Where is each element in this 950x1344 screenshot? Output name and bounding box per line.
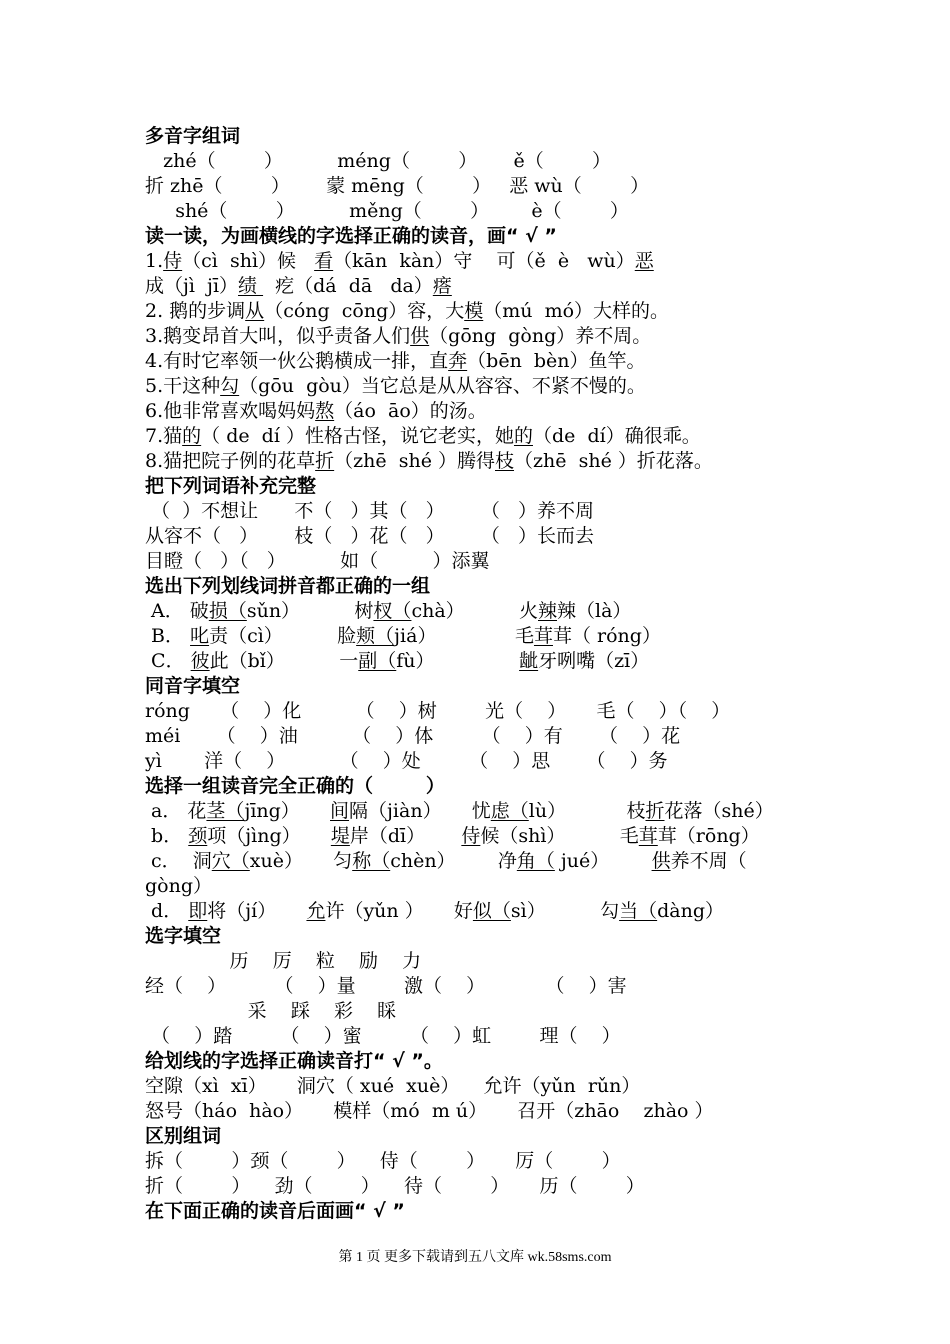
section-heading: 给划线的字选择正确读音打“ √ ”。 — [145, 1050, 443, 1072]
text-line: 从容不（ ） 枝（ ）花（ ） （ ）长而去 — [145, 525, 594, 547]
section-heading: 选择一组读音完全正确的（ ） — [145, 775, 445, 797]
question-line: 1.侍（cì shì）候 看（kān kàn）守 可（ě è wù）恶 — [145, 250, 654, 272]
section-heading: 多音字组词 — [145, 125, 241, 147]
text-line: 怒号（háo hào） 模样（mó m ú） 召开（zhāo zhào ） — [145, 1100, 714, 1122]
section-heading: 选字填空 — [145, 925, 222, 947]
text-line: 拆（ ）颈（ ） 侍（ ） 厉（ ） — [145, 1150, 621, 1172]
option-line: c． 洞穴（xuè） 匀称（chèn） 净角（ jué） 供养不周（ — [145, 850, 747, 872]
section-heading: 同音字填空 — [145, 675, 241, 697]
text-line: róng （ ）化 （ ）树 光（ ） 毛（ ）（ ） — [145, 700, 731, 722]
option-line: d． 即将（jí） 允许（yǔn ） 好似（sì） 勾当（dàng） — [145, 900, 725, 922]
question-line: 成（jì jī）绩 疙（dá dā da）瘩 — [145, 275, 452, 297]
page-footer: 第 1 页 更多下载请到五八文库 wk.58sms.com — [338, 1250, 612, 1265]
option-line: A． 破损（sǔn） 树杈（chà） 火辣辣（là） — [145, 600, 632, 622]
question-line: 5.干这种勾（gōu gòu）当它总是从从容容、不紧不慢的。 — [145, 375, 646, 397]
section-heading: 区别组词 — [145, 1125, 222, 1147]
text-line: 折 zhē（ ） 蒙 mēng（ ） 恶 wù（ ） — [145, 175, 650, 197]
option-line: B． 叱责（cì） 脸颊（jiá） 毛茸茸（ róng） — [145, 625, 661, 647]
question-line: 3.鹅变昂首大叫，似乎责备人们供（gōng gòng）养不周。 — [145, 325, 652, 347]
option-line: gòng） — [145, 875, 213, 897]
text-line: yì 洋（ ） （ ）处 （ ）思 （ ）务 — [145, 750, 668, 772]
text-line: 折（ ） 劲（ ） 待（ ） 历（ ） — [145, 1175, 645, 1197]
text-line: （ ）踏 （ ）蜜 （ ）虹 理（ ） — [145, 1025, 621, 1047]
section-heading: 把下列词语补充完整 — [145, 475, 317, 497]
option-line: b． 颈项（jìng） 堤岸（dī） 侍候（shì） 毛茸茸（rōng） — [145, 825, 760, 847]
text-line: 空隙（xì xī） 洞穴（ xué xuè） 允许（yǔn rǔn） — [145, 1075, 641, 1097]
text-line: méi （ ）油 （ ）体 （ ）有 （ ）花 — [145, 725, 681, 747]
option-line: a． 花茎（jīng） 间隔（jiàn） 忧虑（lù） 枝折花落（shé） — [145, 800, 774, 822]
question-line: 7.猫的（ de dí ）性格古怪，说它老实，她的（de dí）确很乖。 — [145, 425, 701, 447]
question-line: 8.猫把院子例的花草折（zhē shé ）腾得枝（zhē shé ）折花落。 — [145, 450, 713, 472]
text-line: 历 厉 粒 励 力 — [145, 950, 422, 972]
section-heading: 在下面正确的读音后面画“ √ ” — [145, 1200, 405, 1222]
text-line: 经（ ） （ ）量 激（ ） （ ）害 — [145, 975, 627, 997]
question-line: 4.有时它率领一伙公鹅横成一排，直奔（bēn bèn）鱼竿。 — [145, 350, 646, 372]
section-heading: 选出下列划线词拼音都正确的一组 — [145, 575, 431, 597]
text-line: 目瞪（ ）（ ） 如（ ）添翼 — [145, 550, 490, 572]
text-line: 采 踩 彩 睬 — [145, 1000, 397, 1022]
question-line: 2. 鹅的步调从（cóng cōng）容，大模（mú mó）大样的。 — [145, 300, 670, 322]
option-line: C． 彼此（bǐ） 一副（fù） 龇牙咧嘴（zī） — [145, 650, 650, 672]
text-line: zhé（ ） méng（ ） ě（ ） — [145, 150, 612, 172]
text-line: shé（ ） měng（ ） è（ ） — [145, 200, 629, 222]
section-heading: 读一读，为画横线的字选择正确的读音，画“ √ ” — [145, 225, 557, 247]
question-line: 6.他非常喜欢喝妈妈熬（áo āo）的汤。 — [145, 400, 487, 422]
text-line: （ ）不想让 不（ ）其（ ） （ ）养不周 — [145, 500, 594, 522]
